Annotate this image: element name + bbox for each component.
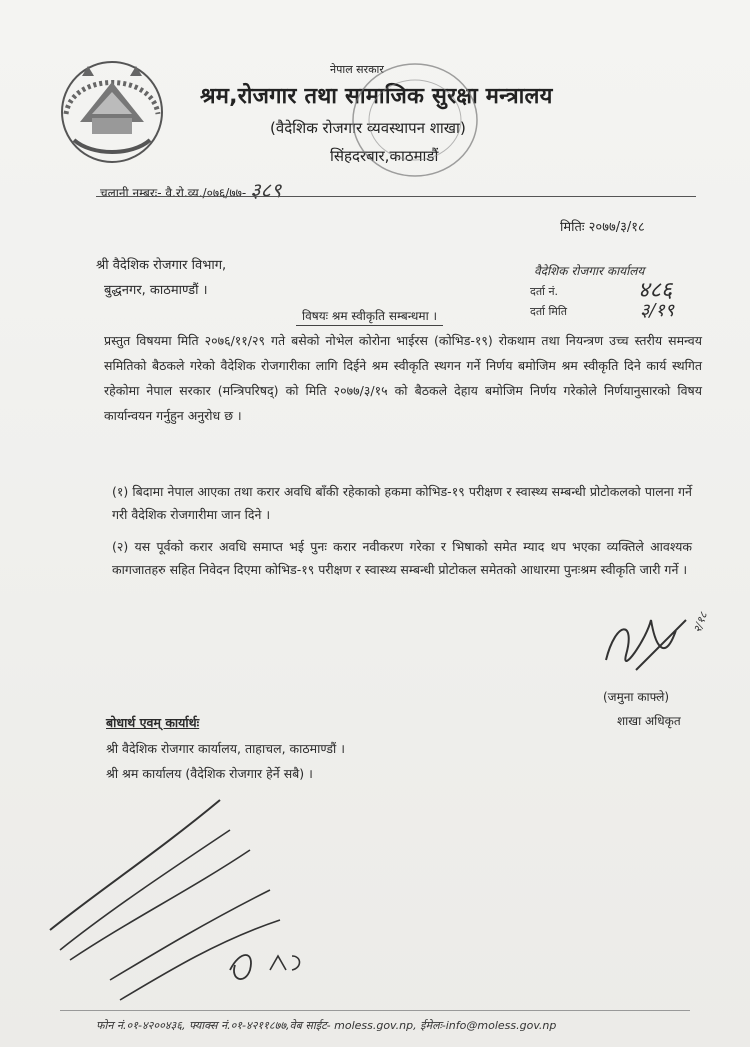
dispatch-number: ३८९	[250, 178, 282, 202]
dispatch-label: चलानी नम्बरः- वै.रो.व्य./०७६/७७-	[100, 186, 247, 200]
office-address: सिंहदरबार,काठमाडौं	[330, 147, 439, 165]
received-stamp-date: ३/१९	[640, 300, 675, 321]
branch-name: (वैदेशिक रोजगार व्यवस्थापन शाखा)	[270, 119, 466, 137]
signature-date: २/१८	[690, 610, 711, 635]
ministry-seal-icon	[345, 58, 485, 183]
dispatch-number-line	[100, 176, 281, 203]
recipient-line-2: बुद्धनगर, काठमाण्डौं ।	[104, 283, 208, 298]
recipient-line-1: श्री वैदेशिक रोजगार विभाग,	[96, 258, 227, 273]
cc-line-1: श्री वैदेशिक रोजगार कार्यालय, ताहाचल, काठमाण्डौं ।	[106, 741, 345, 756]
nepal-emblem-icon	[52, 52, 172, 170]
handwritten-notes-icon	[40, 780, 370, 1010]
decision-item-2: (२) यस पूर्वको करार अवधि समाप्त भई पुनः करार नवीकरण गरेका र भिषाको समेत म्याद थप भएका व्यक्तिले आवश्यक कागजातहरु सहित निवेदन दिएमा कोभिड-१९ परीक्षण र स्वास्थ्य सम्बन्धी प्रोटोकल समेतको आधारमा पुनःश्रम स्वीकृति जारी गर्ने ।	[112, 539, 692, 577]
cc-heading: बोधार्थ एवम् कार्यार्थः	[106, 715, 200, 730]
received-stamp-date-label: दर्ता मिति	[530, 305, 568, 318]
letter-body: प्रस्तुत विषयमा मिति २०७६/११/२९ गते बसेको नोभेल कोरोना भाईरस (कोभिड-१९) रोकथाम तथा नियन्त्रण उच्च स्तरीय समन्वय समितिको बैठकले गरेको वैदेशिक रोजगारीका लागि दिईने श्रम स्वीकृति स्थगन गर्ने निर्णय बमोजिम श्रम स्वीकृति दिने कार्य स्थगित रहेकोमा नेपाल सरकार (मन्त्रिपरिषद्) को मिति २०७७/३/१५ को बैठकले देहाय बमोजिम निर्णय गरेकोले निर्णयानुसारको विषय कार्यान्वयन गर्नुहुन अनुरोध छ ।	[104, 333, 702, 423]
footer-divider	[60, 1010, 690, 1011]
received-stamp-office: वैदेशिक रोजगार कार्यालय	[534, 264, 645, 278]
cc-line-2: श्री श्रम कार्यालय (वैदेशिक रोजगार हेर्ने सबै) ।	[106, 766, 313, 781]
letter-subject: विषयः श्रम स्वीकृति सम्बन्धमा ।	[296, 307, 443, 326]
decision-item-1: (१) बिदामा नेपाल आएका तथा करार अवधि बाँकी रहेकाको हकमा कोभिड-१९ परीक्षण र स्वास्थ्य सम्बन्धी प्रोटोकलको पालना गर्ने गरी वैदेशिक रोजगारीमा जान दिने ।	[112, 484, 692, 522]
received-stamp-reg-label: दर्ता नं.	[530, 285, 559, 298]
letter-date: मितिः २०७७/३/१८	[560, 220, 645, 235]
signatory-role: शाखा अधिकृत	[617, 714, 681, 728]
government-name: नेपाल सरकार	[330, 63, 384, 76]
footer-contact: फोन नं.०१-४२००४३६, फ्याक्स नं.०१-४२११८७७,वेब साईट- moless.gov.np, ईमेलः-info@moless.gov.np	[96, 1019, 557, 1032]
signatory-name: (जमुना काफ्ले)	[603, 690, 670, 704]
received-stamp-reg-no: ४८६	[638, 278, 673, 303]
ministry-name: श्रम,रोजगार तथा सामाजिक सुरक्षा मन्त्रालय	[200, 84, 553, 109]
header-divider	[96, 196, 696, 197]
